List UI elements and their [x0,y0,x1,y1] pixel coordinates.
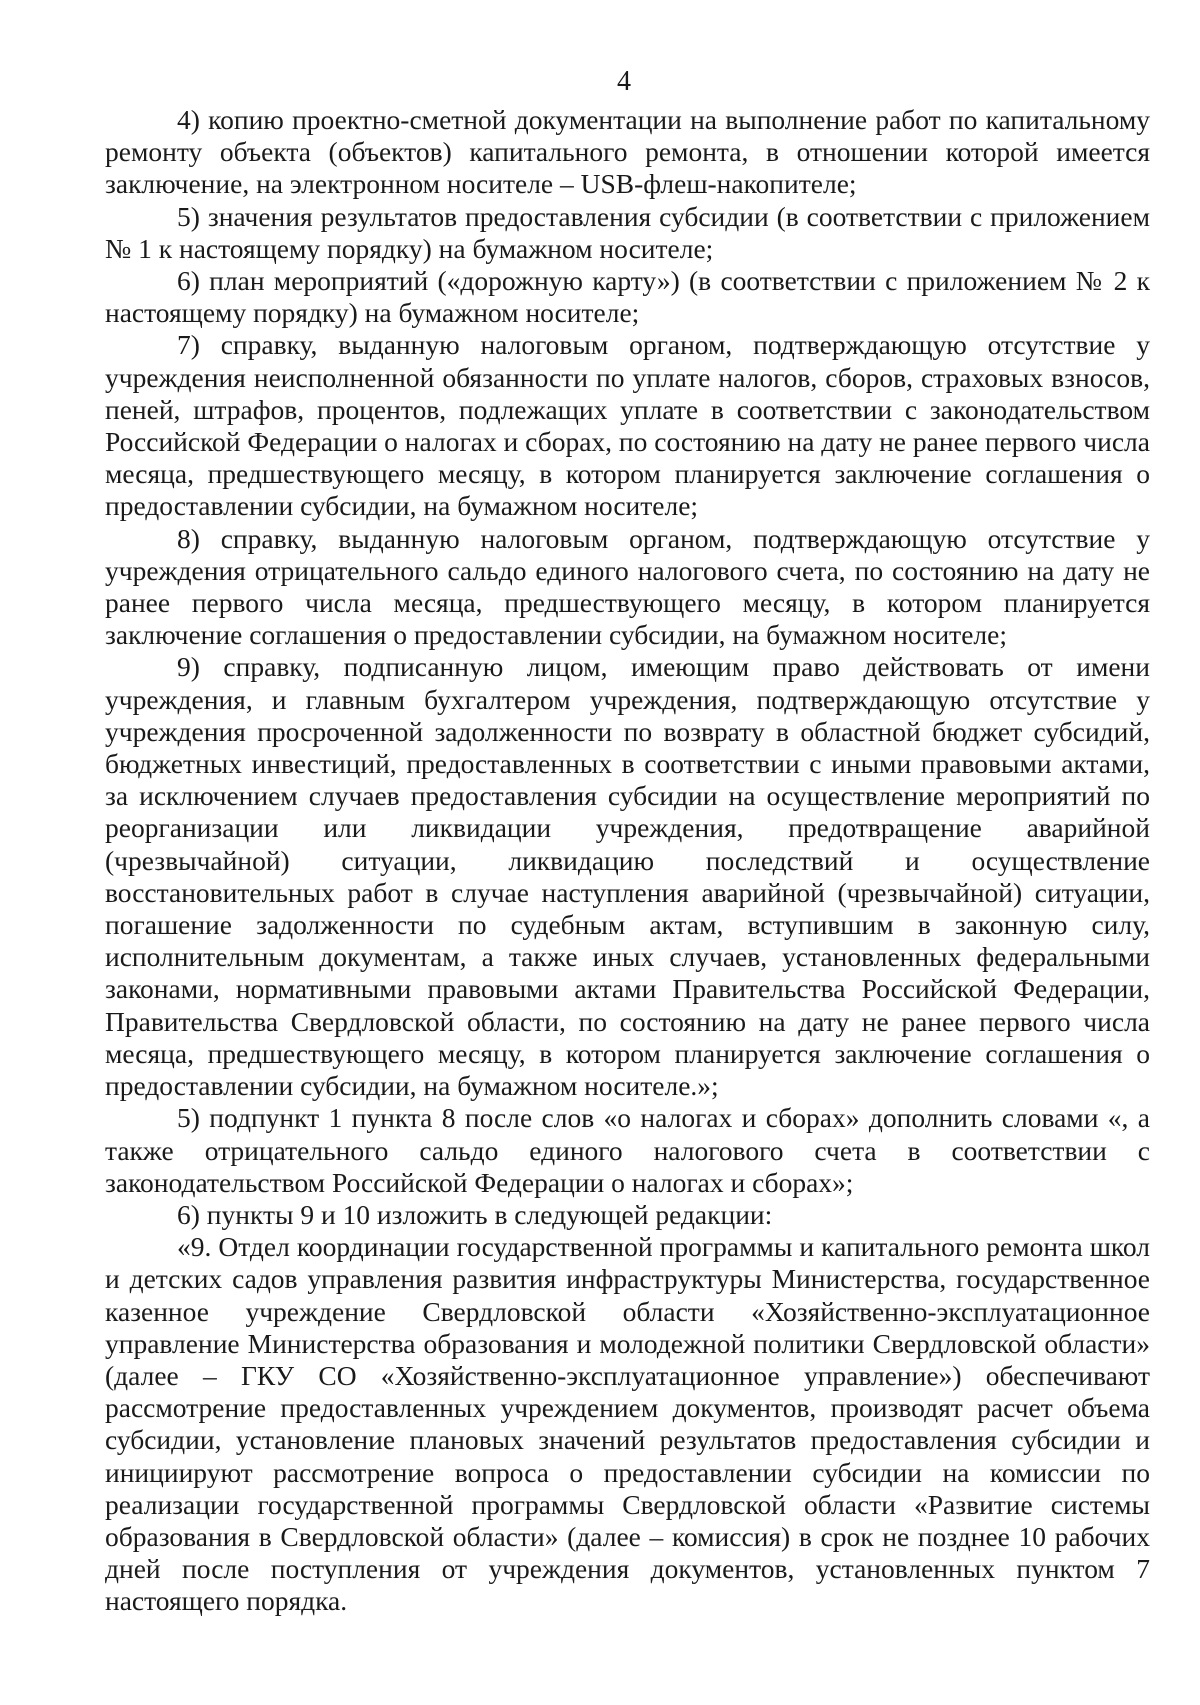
paragraph-clause-9: «9. Отдел координации государственной программы и капитального ремонта школ и детских садов управления развития инфраструктуры Министерства, государственное казенное учреждение Свердловской области «Хозяйственно-эксплуатационное управление Министерства образования и молодежной политики Свердловской области» (далее – ГКУ СО «Хозяйственно-эксплуатационное управление») обеспечивают рассмотрение предоставленных учреждением документов, производят расчет объема субсидии, установление плановых значений результатов предоставления субсидии и инициируют рассмотрение вопроса о предоставлении субсидии на комиссии по реализации государственной программы Свердловской области «Развитие системы образования в Свердловской области» (далее – комиссия) в срок не позднее 10 рабочих дней после поступления от учреждения документов, установленных пунктом 7 настоящего порядка. [105,1231,1150,1617]
paragraph-item-4-copy-documentation: 4) копию проектно-сметной документации на выполнение работ по капитальному ремонту объекта (объектов) капитального ремонта, в отношении которой имеется заключение, на электронном носителе – USB-флеш-накопителе; [105,104,1150,200]
document-body [105,104,1150,1618]
paragraph-amendment-6: 6) пункты 9 и 10 изложить в следующей редакции: [177,1198,773,1230]
paragraph-amendment-5: 5) подпункт 1 пункта 8 после слов «о налогах и сборах» дополнить словами «, а также отрицательного сальдо единого налогового счета в соответствии с законодательством Российской Федерации о налогах и сборах»; [105,1102,1150,1198]
paragraph-item-9-debt-certificate: 9) справку, подписанную лицом, имеющим право действовать от имени учреждения, и главным бухгалтером учреждения, подтверждающую отсутствие у учреждения просроченной задолженности по возврату в областной бюджет субсидий, бюджетных инвестиций, предоставленных в соответствии с иными правовыми актами, за исключением случаев предоставления субсидии на осуществление мероприятий по реорганизации или ликвидации учреждения, предотвращение аварийной (чрезвычайной) ситуации, ликвидацию последствий и осуществление восстановительных работ в случае наступления аварийной (чрезвычайной) ситуации, погашение задолженности по судебным актам, вступившим в законную силу, исполнительным документам, а также иных случаев, установленных федеральными законами, нормативными правовыми актами Правительства Российской Федерации, Правительства Свердловской области, по состоянию на дату не ранее первого числа месяца, предшествующего месяцу, в котором планируется заключение соглашения о предоставлении субсидии, на бумажном носителе.»; [105,651,1150,1102]
paragraph-item-5-result-values: 5) значения результатов предоставления субсидии (в соответствии с приложением № 1 к настоящему порядку) на бумажном носителе; [105,200,1150,264]
paragraph-item-7-tax-certificate: 7) справку, выданную налоговым органом, подтверждающую отсутствие у учреждения неисполненной обязанности по уплате налогов, сборов, страховых взносов, пеней, штрафов, процентов, подлежащих уплате в соответствии с законодательством Российской Федерации о налогах и сборах, по состоянию на дату не ранее первого числа месяца, предшествующего месяцу, в котором планируется заключение соглашения о предоставлении субсидии, на бумажном носителе; [105,329,1150,522]
page-number: 4 [617,66,631,97]
paragraph-item-6-roadmap: 6) план мероприятий («дорожную карту») (в соответствии с приложением № 2 к настоящему порядку) на бумажном носителе; [105,265,1150,329]
paragraph-item-8-balance-certificate: 8) справку, выданную налоговым органом, подтверждающую отсутствие у учреждения отрицательного сальдо единого налогового счета, по состоянию на дату не ранее первого числа месяца, предшествующего месяцу, в котором планируется заключение соглашения о предоставлении субсидии, на бумажном носителе; [105,522,1150,651]
